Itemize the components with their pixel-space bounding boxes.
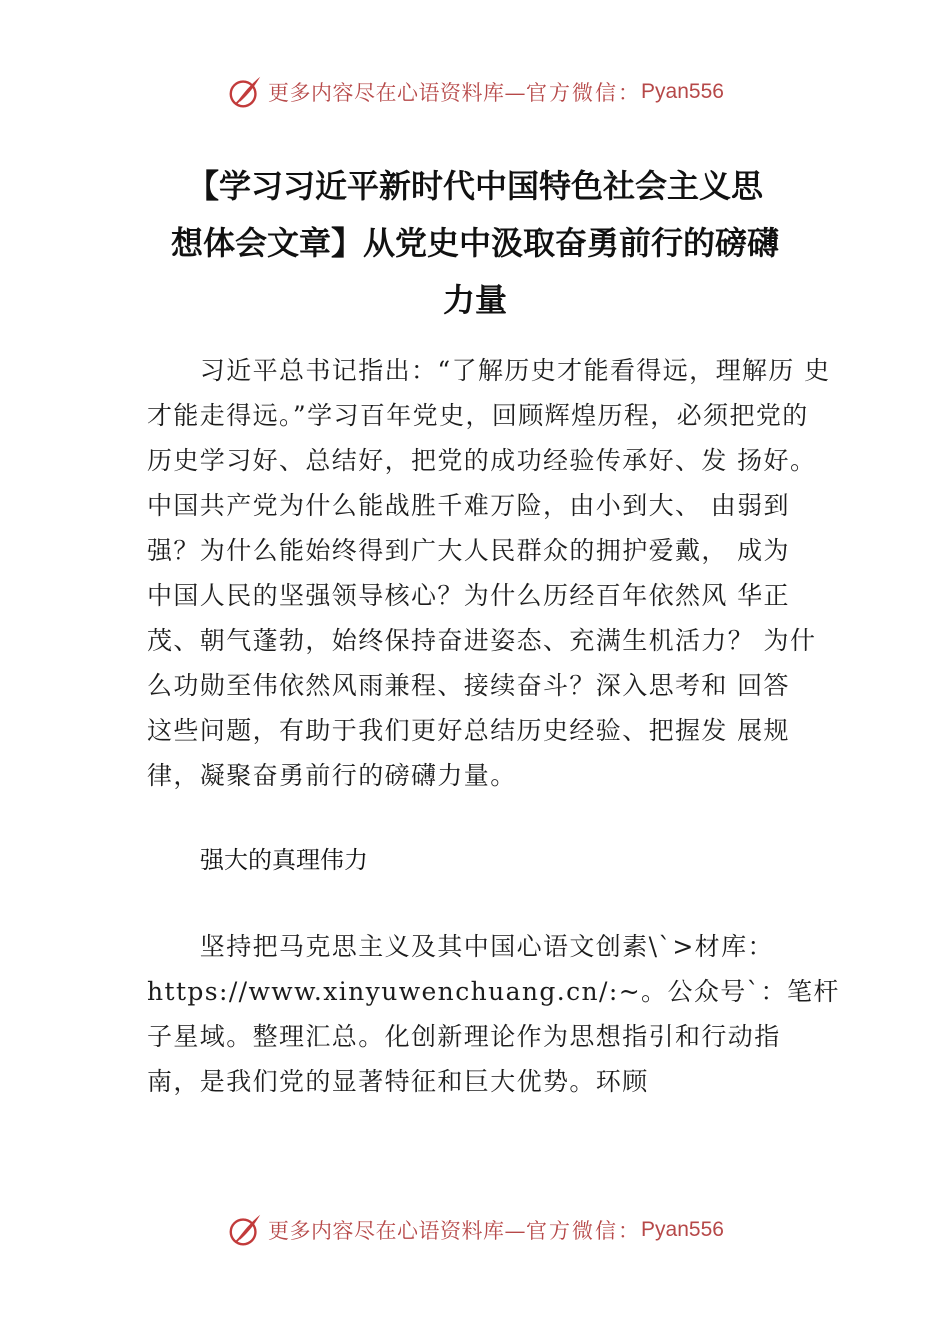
text-line: https://www.xinyuwenchuang.cn/:~。公众号`：笔杆 bbox=[147, 977, 840, 1006]
title-line: 力量 bbox=[442, 281, 507, 319]
paragraph-truth bbox=[147, 924, 840, 1104]
text-line: 律，凝聚奋勇前行的磅礴力量。 bbox=[147, 761, 517, 790]
banner-wechat-label: 官方微信： bbox=[526, 1219, 642, 1243]
section-heading: 强大的真理伟力 bbox=[200, 846, 368, 874]
banner-text: 更多内容尽在心语资料库— bbox=[268, 1219, 527, 1243]
footer-banner bbox=[0, 1208, 950, 1252]
quill-logo-icon bbox=[226, 73, 264, 111]
text-line: 中国共产党为什么能战胜千难万险，由小到大、 由弱到 bbox=[147, 491, 790, 520]
text-line: 才能走得远。”学习百年党史，回顾辉煌历程，必须把党的 bbox=[147, 401, 809, 430]
title-line: 想体会文章】从党史中汲取奋勇前行的磅礴 bbox=[170, 224, 779, 262]
text-line: 坚持把马克思主义及其中国心语文创素\`>材库： bbox=[147, 932, 774, 961]
header-banner bbox=[0, 70, 950, 114]
text-line: 南，是我们党的显著特征和巨大优势。环顾 bbox=[147, 1067, 649, 1096]
title-line: 【学习习近平新时代中国特色社会主义思 bbox=[186, 167, 763, 205]
paragraph-intro bbox=[147, 348, 837, 798]
quill-logo-icon bbox=[226, 1211, 264, 1249]
text-line: 么功勋至伟依然风雨兼程、接续奋斗？深入思考和 回答 bbox=[147, 671, 790, 700]
banner-text: 更多内容尽在心语资料库— bbox=[268, 81, 527, 105]
banner-wechat-label: 官方微信： bbox=[526, 81, 642, 105]
text-line: 这些问题，有助于我们更好总结历史经验、把握发 展规 bbox=[147, 716, 790, 745]
text-line: 历史学习好、总结好，把党的成功经验传承好、发 扬好。 bbox=[147, 446, 817, 475]
text-line: 茂、朝气蓬勃，始终保持奋进姿态、充满生机活力？ 为什 bbox=[147, 626, 817, 655]
text-line: 子星域。整理汇总。化创新理论作为思想指引和行动指 bbox=[147, 1022, 781, 1051]
text-line: 习近平总书记指出：“了解历史才能看得远，理解历 史 bbox=[147, 356, 831, 385]
banner-wechat-id: Pyan556 bbox=[641, 1218, 724, 1241]
text-line: 中国人民的坚强领导核心？为什么历经百年依然风 华正 bbox=[147, 581, 790, 610]
banner-wechat-id: Pyan556 bbox=[641, 80, 724, 103]
document-title bbox=[120, 158, 830, 329]
text-line: 强？为什么能始终得到广大人民群众的拥护爱戴， 成为 bbox=[147, 536, 790, 565]
